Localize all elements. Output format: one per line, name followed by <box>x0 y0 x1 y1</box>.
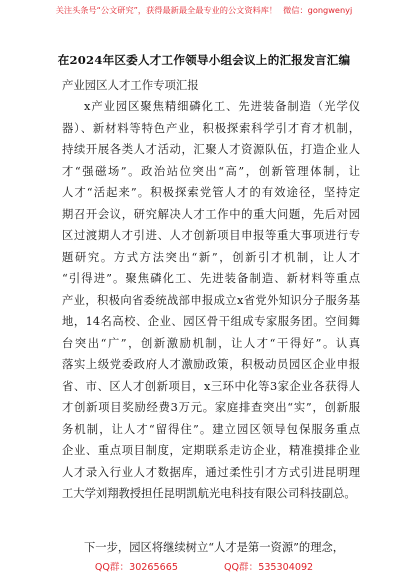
paragraph-one-line: 企业、重点项目制度，定期联系走访企业，精准摸排企业 <box>62 444 360 457</box>
paragraph-one-line: 地，14名高校、企业、园区骨干组成专家服务团。空间舞 <box>62 315 360 328</box>
paragraph-one-line: 持续开展各类人才活动，汇聚人才资源队伍，打造企业人 <box>62 143 360 156</box>
top-banner <box>0 4 408 16</box>
banner-promo-text: 关注头条号“公文研究”，获得最新最全最专业的公文资料库！ <box>55 5 278 15</box>
paragraph-one-line: 才“强磁场”。政治站位突出“高”，创新管理体制，让 <box>62 164 360 178</box>
paragraph-one-line: 省、市、区人才创新项目，x三环中化等3家企业各获得人 <box>62 379 360 393</box>
paragraph-one-line: 题研究。方式方法突出“新”，创新引才机制，让人才 <box>62 250 360 264</box>
paragraph-two <box>62 537 360 559</box>
paragraph-two-line: 下一步，园区将继续树立“人才是第一资源”的理念， <box>84 541 345 554</box>
paragraph-one-line: 人才“活起来”。积极探索党管人才的有效途径，坚持定 <box>62 186 360 199</box>
paragraph-one-line: 人才录入行业人才数据库，通过柔性引才方式引进昆明理 <box>62 465 360 479</box>
paragraph-one-line: 台突出“广”，创新激励机制，让人才“干得好”。认真 <box>62 336 360 350</box>
paragraph-one-line: 才创新项目奖励经费3万元。家庭排查突出“实”，创新服 <box>62 401 360 414</box>
footer-contact <box>0 562 408 574</box>
paragraph-one-line: x产业园区聚焦精细磷化工、先进装备制造（光学仪 <box>84 100 360 113</box>
paragraph-one-line: 产业，积极向省委统战部申报成立x省党外知识分子服务基 <box>62 293 360 307</box>
footer-qq-group-2: QQ群：535304092 <box>223 562 314 573</box>
document-title: 在2024年区委人才工作领导小组会议上的汇报发言汇编 <box>57 53 351 67</box>
paragraph-one-line: 务机制，让人才“留得住”。建立园区领导包保服务重点 <box>62 422 360 436</box>
paragraph-one <box>62 96 360 505</box>
paragraph-one-line: “引得进”。聚焦磷化工、先进装备制造、新材料等重点 <box>62 272 360 285</box>
paragraph-one-line: 落实上级党委政府人才激励政策，积极动员园区企业申报 <box>62 358 360 371</box>
paragraph-one-line: 工大学刘翔教授担任昆明凯航光电科技有限公司科技副总。 <box>62 487 356 500</box>
footer-qq-group-1: QQ群：30265665 <box>94 562 178 573</box>
paragraph-one-line: 器）、新材料等特色产业，积极探索科学引才育才机制， <box>62 121 360 135</box>
document-subtitle: 产业园区人才工作专项汇报 <box>62 78 199 92</box>
banner-wechat-text: 微信：gongwenyj <box>283 5 353 15</box>
paragraph-one-line: 期召开会议，研究解决人才工作中的重大问题，先后对园 <box>62 207 360 221</box>
paragraph-one-line: 区过渡期人才引进、人才创新项目申报等重大事项进行专 <box>62 229 360 242</box>
